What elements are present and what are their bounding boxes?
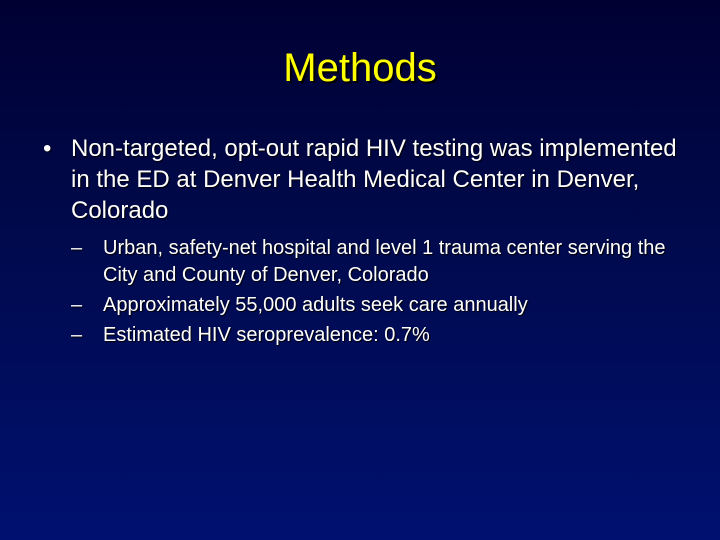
sub-bullet-item — [71, 322, 690, 349]
sub-bullet-marker: – — [71, 237, 83, 259]
slide-title: Methods — [283, 46, 437, 90]
sub-bullet-marker: – — [71, 324, 83, 346]
bullet-item — [40, 133, 690, 226]
bullet-text: Non-targeted, opt-out rapid HIV testing was implemented in the ED at Denver Health Medical Center in Denver, Colorado — [71, 135, 677, 224]
sub-bullet-marker: – — [71, 294, 83, 316]
sub-bullet-text: Approximately 55,000 adults seek care annually — [103, 294, 528, 316]
sub-bullet-list — [71, 235, 690, 349]
sub-bullet-text: Estimated HIV seroprevalence: 0.7% — [103, 324, 430, 346]
sub-bullet-item — [71, 292, 690, 319]
bullet-marker: • — [43, 135, 52, 162]
bullet-list — [40, 133, 690, 352]
sub-bullet-item — [71, 235, 690, 289]
sub-bullet-text: Urban, safety-net hospital and level 1 trauma center serving the City and County of Denver, Colorado — [103, 237, 666, 286]
